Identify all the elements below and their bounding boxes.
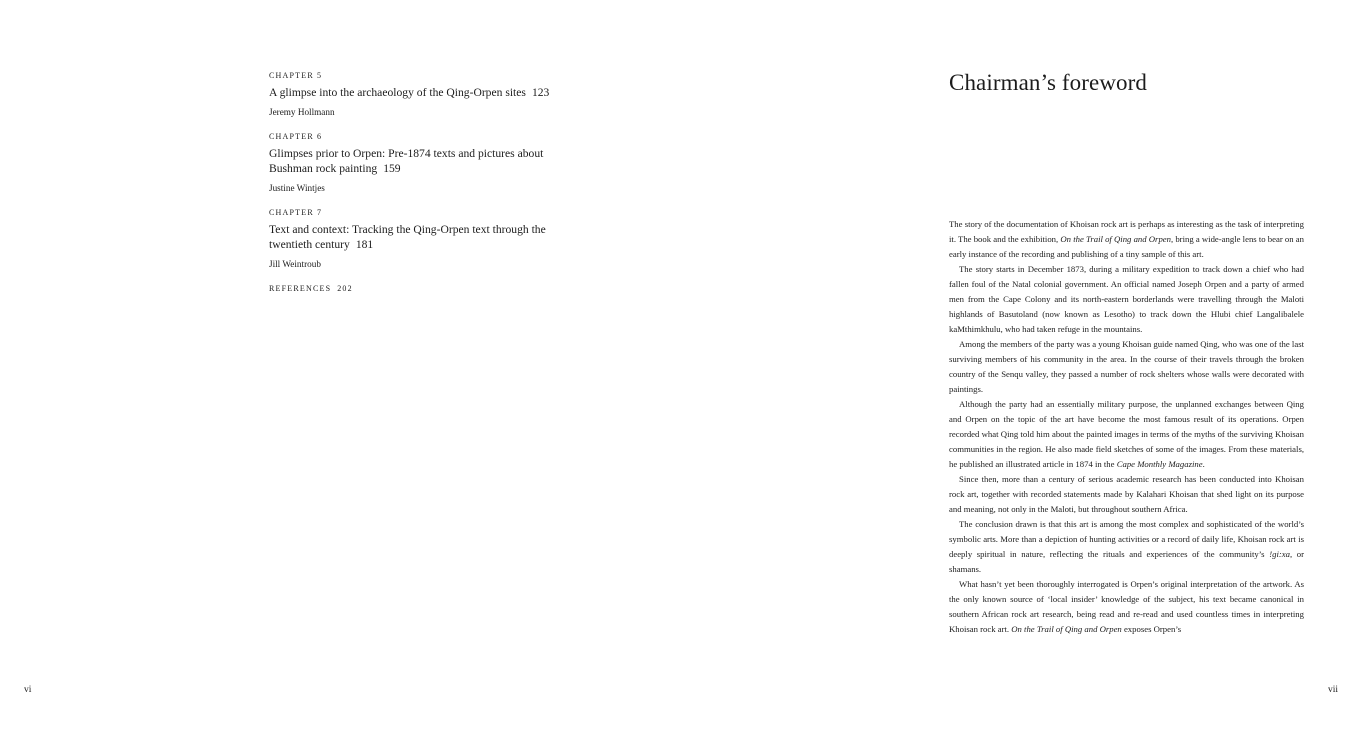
chapter-title [269,222,554,252]
toc-entry-chapter-7 [269,208,569,270]
chapter-title-text: Text and context: Tracking the Qing-Orpen text through the twentieth century [269,223,546,251]
paragraph-text: What hasn’t yet been thoroughly interrogated is Orpen’s original interpretation of the artwork. As the only known source of ‘local insider’ knowledge of the subject, his text became canonical in southern African rock art research, being read and re-read and used countless times in interpreting Khoisan rock art. [949,579,1304,634]
chapter-author: Jill Weintroub [269,259,321,269]
toc-entry-chapter-6 [269,132,569,194]
chapter-title [269,146,554,176]
book-title: On the Trail of Qing and Orpen [1011,624,1122,634]
paragraph-text: The story of the documentation of Khoisan rock art is perhaps as interesting as the task of interpreting it. The book and the exhibition, [949,219,1304,244]
paragraph [949,577,1304,637]
paragraph-text: , or shamans. [949,549,1304,574]
toc-entry-references [269,284,569,293]
left-page [0,0,680,737]
chapter-page-number: 123 [531,86,550,99]
paragraph: Among the members of the party was a young Khoisan guide named Qing, who was one of the last surviving members of his community in the area. In the course of their travels through the broken country of the Senqu valley, they passed a number of rock shelters whose walls were decorated with paintings. [949,339,1304,394]
paragraph [949,517,1304,577]
paragraph [949,217,1304,262]
paragraph: Since then, more than a century of serious academic research has been conducted into Khoisan rock art, together with recorded statements made by Kalahari Khoisan that shed light on its purpose and meaning, not only in the Maloti, but throughout southern Africa. [949,474,1304,514]
chapter-page-number: 159 [383,162,401,175]
book-title: On the Trail of Qing and Orpen [1060,234,1171,244]
chapter-label: CHAPTER 6 [269,132,323,141]
folio-right: vii [1327,685,1338,695]
paragraph-text: Although the party had an essentially military purpose, the unplanned exchanges between Qing and Orpen on the topic of the art have become the most famous result of its operations. Orpen recorded what Qing told him about the painted images in terms of the myths of the surviving Khoisan communities in the region. He also made field sketches of some of the images. From these materials, he published an illustrated article in 1874 in the [949,399,1304,469]
chapter-page-number: 181 [355,238,374,251]
paragraph-text: exposes Orpen’s [1121,624,1182,634]
paragraph [949,397,1304,472]
publication-title: Cape Monthly Magazine [1116,459,1203,469]
foreword-body [949,217,1304,637]
chapter-label: CHAPTER 7 [269,208,323,217]
paragraph: The story starts in December 1873, during a military expedition to track down a chief who had fallen foul of the Natal colonial government. An official named Joseph Orpen and a party of armed men from the Cape Colony and its north-eastern borderlands were travelling through the Maloti highlands of Basutoland (now known as Lesotho) to track down the Hlubi chief Langalibalele kaMthimkhulu, who had taken refuge in the mountains. [949,264,1304,334]
paragraph-text: The conclusion drawn is that this art is among the most complex and sophisticated of the world’s symbolic arts. More than a depiction of hunting activities or a record of daily life, Khoisan rock art is deeply spiritual in nature, reflecting the rituals and experiences of the community’s [949,519,1304,559]
paragraph-text: . [1202,459,1205,469]
right-page [681,0,1361,737]
chapter-author: Justine Wintjes [269,183,325,193]
chapter-label: CHAPTER 5 [269,71,323,80]
references-label: REFERENCES [269,284,332,293]
chapter-title-text: A glimpse into the archaeology of the Qing-Orpen sites [269,86,526,99]
term: !gi:xa [1269,549,1290,559]
chapter-title [269,85,569,100]
chapter-author: Jeremy Hollmann [269,107,335,117]
folio-left: vi [24,685,32,695]
toc-entry-chapter-5 [269,71,569,118]
references-page-number: 202 [337,284,353,293]
paragraph-text: , bring a wide-angle lens to bear on an early instance of the recording and publishing of a tiny sample of this art. [949,234,1304,259]
page-title: Chairman’s foreword [949,70,1147,95]
table-of-contents [269,71,569,293]
chapter-title-text: Glimpses prior to Orpen: Pre-1874 texts and pictures about Bushman rock painting [269,147,544,175]
